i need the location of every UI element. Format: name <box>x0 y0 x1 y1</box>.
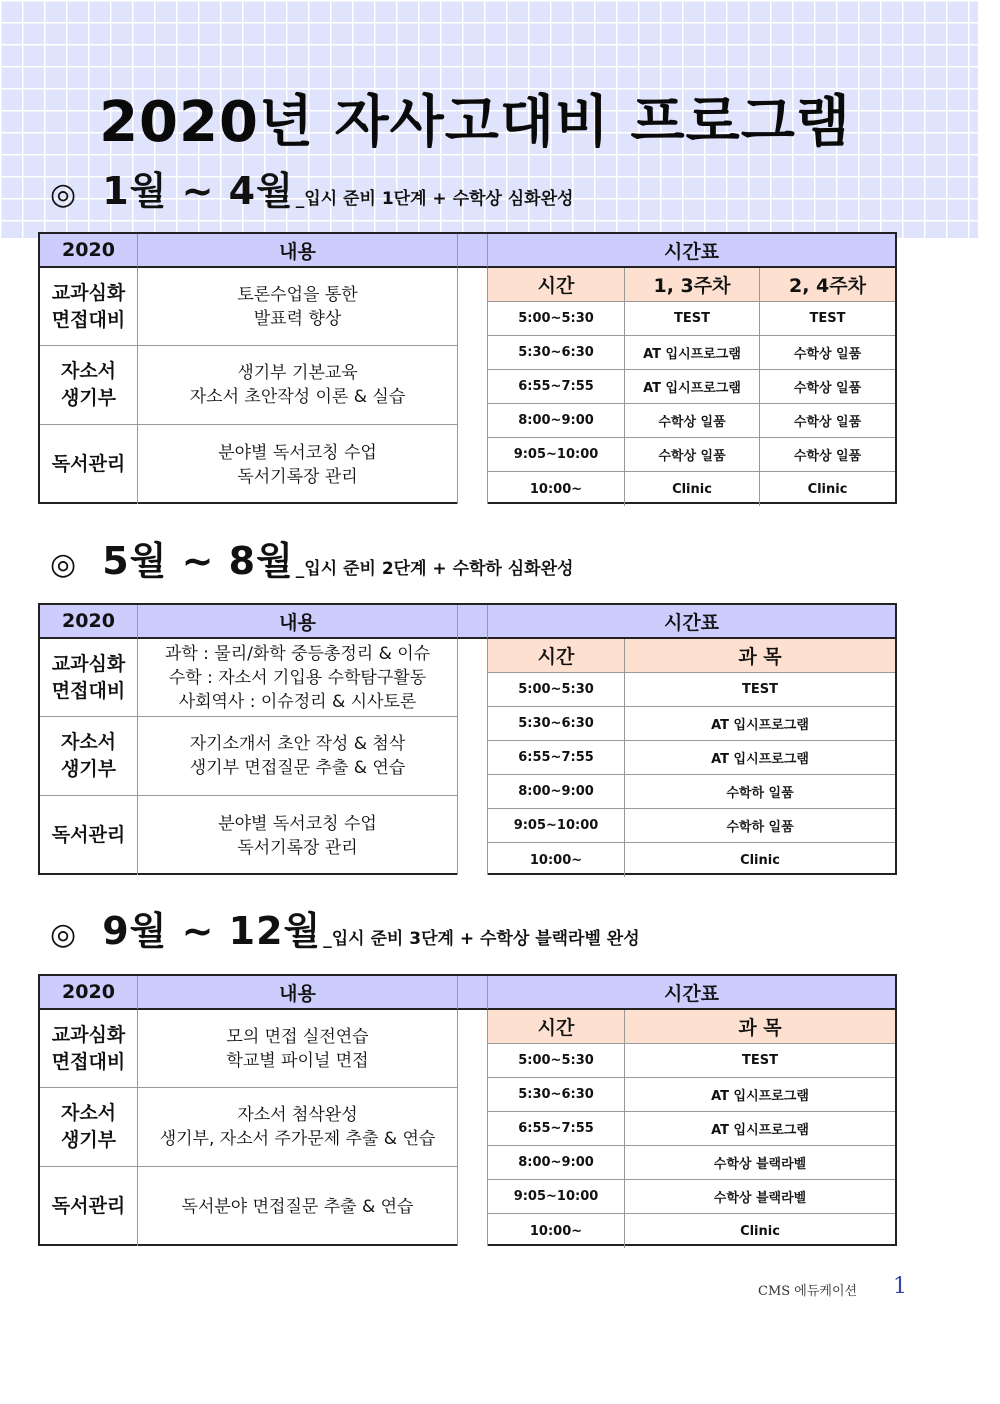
subject-cell: 수학상 일품 <box>625 404 760 438</box>
category-line: 생기부 <box>60 387 117 409</box>
subject-cell: Clinic <box>740 852 780 868</box>
subheader-cell: 1, 3주차 <box>625 268 760 302</box>
subject-cell: 수학상 일품 <box>760 370 895 404</box>
time-cell: 6:55~7:55 <box>488 1112 625 1146</box>
subject-cell: 수학하 일품 <box>625 775 895 809</box>
content-line: 모의 면접 실전연습 <box>226 1026 369 1047</box>
content-line: 과학 : 물리/화학 중등총정리 & 이슈 <box>164 643 431 664</box>
month-range: 9월 ~ 12월 <box>102 909 322 953</box>
subject-cell: 수학상 블랙라벨 <box>625 1146 895 1180</box>
header-content: 내용 <box>138 976 458 1010</box>
subheader-cell: 과 목 <box>625 1010 895 1044</box>
category-cell <box>40 1010 138 1088</box>
time-cell: 5:00~5:30 <box>488 302 625 336</box>
content-line: 분야별 독서코칭 수업 <box>218 442 377 463</box>
content-line: 토론수업을 통한 <box>237 284 358 305</box>
time-cell: 5:30~6:30 <box>488 336 625 370</box>
time-cell: 8:00~9:00 <box>488 1146 625 1180</box>
category-cell <box>40 346 138 425</box>
category-line: 생기부 <box>60 1129 117 1151</box>
schedule-table <box>38 232 897 504</box>
header-year: 2020 <box>40 976 138 1010</box>
content-line: 독서분야 면접질문 추출 & 연습 <box>181 1196 414 1217</box>
subject-cell: TEST <box>760 302 895 336</box>
content-line: 자소서 첨삭완성 <box>237 1105 358 1125</box>
time-cell: 8:00~9:00 <box>488 775 625 809</box>
category-line: 독서관리 <box>51 1195 126 1217</box>
subject-cell: Clinic <box>740 1223 780 1239</box>
subject-cell: TEST <box>625 302 760 336</box>
subject-cell: 수학상 일품 <box>760 336 895 370</box>
header-timetable: 시간표 <box>488 605 895 639</box>
content-cell <box>138 796 458 875</box>
subheader-cell: 시간 <box>488 268 625 302</box>
time-cell: 9:05~10:00 <box>488 809 625 843</box>
header-year: 2020 <box>40 605 138 639</box>
header-content: 내용 <box>138 234 458 268</box>
section-heading <box>50 160 574 213</box>
time-cell: 6:55~7:55 <box>488 370 625 404</box>
time-cell: 8:00~9:00 <box>488 404 625 438</box>
content-cell <box>138 717 458 796</box>
header-year: 2020 <box>40 234 138 268</box>
time-cell: 10:00~ <box>488 472 625 506</box>
content-cell <box>138 1167 458 1246</box>
subheader-cell: 과 목 <box>625 639 895 673</box>
category-cell <box>40 268 138 346</box>
month-range: 1월 ~ 4월 <box>102 169 294 213</box>
time-cell: 6:55~7:55 <box>488 741 625 775</box>
category-line: 면접대비 <box>51 308 126 331</box>
subject-cell: 수학하 일품 <box>625 809 895 843</box>
subject-cell: 수학상 블랙라벨 <box>625 1180 895 1214</box>
content-line: 자소서 초안작성 이론 & 실습 <box>189 387 406 407</box>
section-subtitle: _입시 준비 1단계 + 수학상 심화완성 <box>295 189 574 209</box>
time-cell: 5:00~5:30 <box>488 1044 625 1078</box>
subject-cell: TEST <box>625 673 895 707</box>
subject-cell: 수학상 일품 <box>625 438 760 472</box>
subheader-cell: 시간 <box>488 1010 625 1044</box>
content-line: 생기부 면접질문 추출 & 연습 <box>189 758 406 778</box>
content-cell <box>138 639 458 717</box>
content-cell <box>138 346 458 425</box>
section-heading <box>50 900 640 953</box>
subject-cell: TEST <box>625 1044 895 1078</box>
subheader-cell: 시간 <box>488 639 625 673</box>
subheader-cell: 2, 4주차 <box>760 268 895 302</box>
header-gap <box>458 234 488 268</box>
header-timetable: 시간표 <box>488 234 895 268</box>
header-timetable: 시간표 <box>488 976 895 1010</box>
category-line: 독서관리 <box>51 824 126 846</box>
content-line: 분야별 독서코칭 수업 <box>218 813 377 834</box>
category-line: 교과심화 <box>51 281 126 304</box>
category-cell <box>40 425 138 504</box>
time-cell: 10:00~ <box>488 1214 625 1248</box>
time-cell: 5:30~6:30 <box>488 1078 625 1112</box>
content-cell <box>138 268 458 346</box>
subject-cell: 수학상 일품 <box>760 404 895 438</box>
spacer-column <box>458 1010 488 1246</box>
spacer-column <box>458 268 488 504</box>
subject-cell: AT 입시프로그램 <box>625 707 895 741</box>
double-circle-icon: ◎ <box>50 547 77 582</box>
content-cell <box>138 425 458 504</box>
content-cell <box>138 1088 458 1167</box>
content-line: 발표력 향상 <box>253 308 342 329</box>
subject-cell: AT 입시프로그램 <box>625 336 760 370</box>
subject-cell: Clinic <box>625 472 760 506</box>
category-line: 면접대비 <box>51 1050 126 1073</box>
category-cell <box>40 639 138 717</box>
time-cell: 9:05~10:00 <box>488 438 625 472</box>
category-line: 교과심화 <box>51 1023 126 1046</box>
category-line: 면접대비 <box>51 679 126 702</box>
schedule-table <box>38 603 897 875</box>
section-subtitle: _입시 준비 3단계 + 수학상 블랙라벨 완성 <box>323 929 640 949</box>
category-line: 독서관리 <box>51 453 126 475</box>
content-line: 사회역사 : 이슈정리 & 시사토론 <box>178 691 417 712</box>
category-cell <box>40 1088 138 1167</box>
time-cell: 5:30~6:30 <box>488 707 625 741</box>
category-cell <box>40 796 138 875</box>
time-cell: 5:00~5:30 <box>488 673 625 707</box>
double-circle-icon: ◎ <box>50 917 77 952</box>
subject-cell: AT 입시프로그램 <box>625 1112 895 1146</box>
subject-cell: AT 입시프로그램 <box>625 370 760 404</box>
content-line: 학교별 파이널 면접 <box>226 1050 369 1071</box>
header-gap <box>458 976 488 1010</box>
header-content: 내용 <box>138 605 458 639</box>
spacer-column <box>458 639 488 875</box>
subject-cell: AT 입시프로그램 <box>625 1078 895 1112</box>
subject-cell: 수학상 일품 <box>760 438 895 472</box>
subject-cell: AT 입시프로그램 <box>625 741 895 775</box>
content-line: 자기소개서 초안 작성 & 첨삭 <box>189 734 406 754</box>
content-line: 독서기록장 관리 <box>237 466 358 487</box>
page-number: 1 <box>893 1274 907 1299</box>
time-cell: 9:05~10:00 <box>488 1180 625 1214</box>
content-line: 수학 : 자소서 기입용 수학탐구활동 <box>168 667 427 688</box>
category-cell <box>40 1167 138 1246</box>
category-line: 자소서 <box>60 731 117 753</box>
content-line: 생기부 기본교육 <box>237 363 358 383</box>
section-subtitle: _입시 준비 2단계 + 수학하 심화완성 <box>295 559 574 579</box>
schedule-table <box>38 974 897 1246</box>
content-line: 독서기록장 관리 <box>237 837 358 858</box>
category-cell <box>40 717 138 796</box>
content-line: 생기부, 자소서 주가문제 추출 & 연습 <box>159 1129 436 1149</box>
header-gap <box>458 605 488 639</box>
category-line: 자소서 <box>60 360 117 382</box>
section-heading <box>50 530 574 583</box>
double-circle-icon: ◎ <box>50 177 77 212</box>
category-line: 자소서 <box>60 1102 117 1124</box>
subject-cell: Clinic <box>807 481 848 497</box>
month-range: 5월 ~ 8월 <box>102 539 294 583</box>
category-line: 교과심화 <box>51 652 126 675</box>
page-title: 2020년 자사고대비 프로그램 <box>99 90 851 155</box>
time-cell: 10:00~ <box>488 843 625 877</box>
category-line: 생기부 <box>60 758 117 780</box>
content-cell <box>138 1010 458 1088</box>
footer-company: CMS 에듀케이션 <box>758 1284 858 1299</box>
